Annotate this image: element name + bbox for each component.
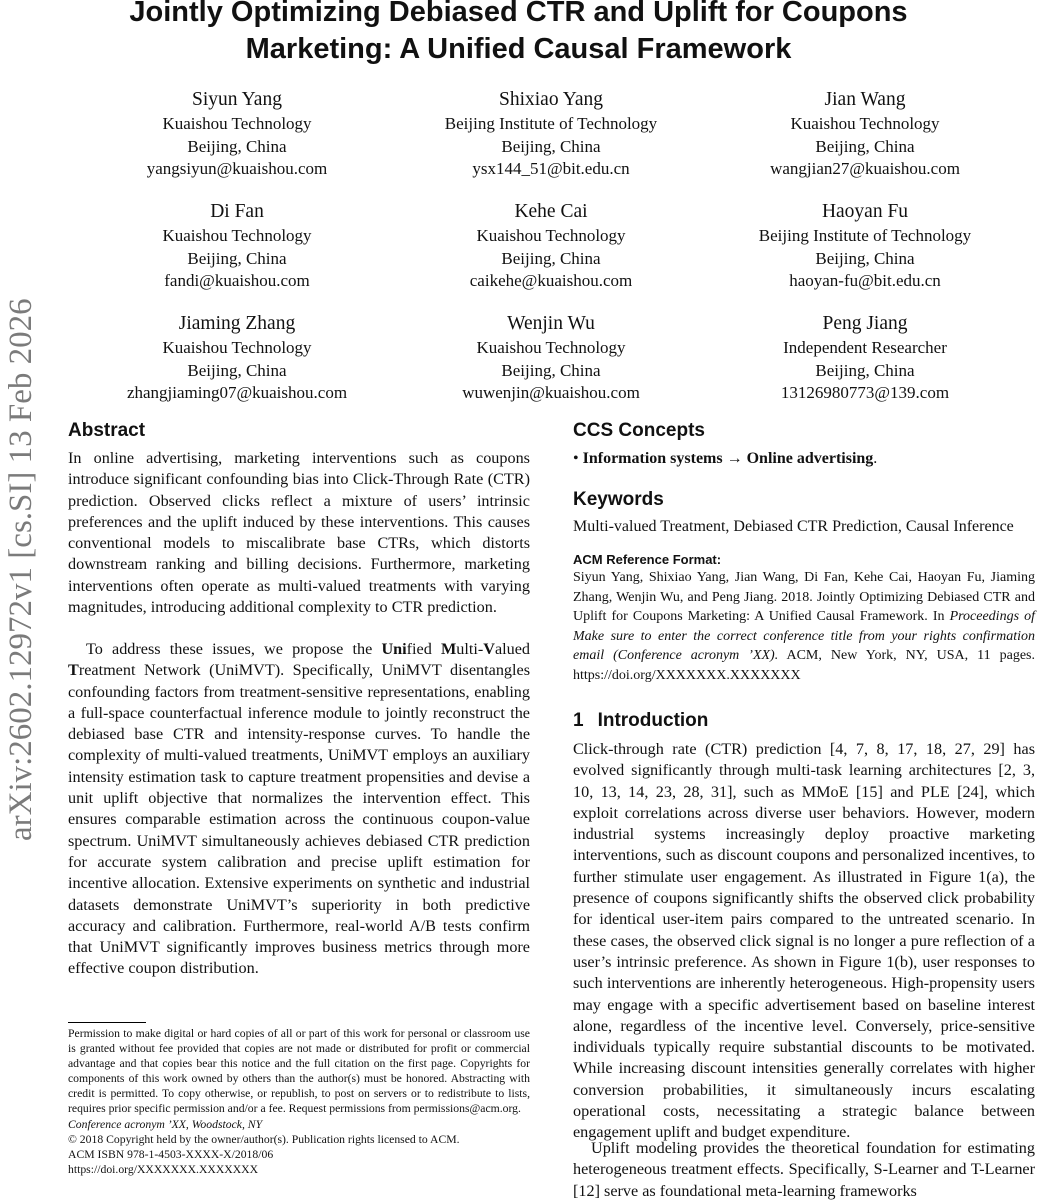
abstract-p2-rest: reatment Network (UniMVT). Specifically, UniMVT disentangles confounding factors from treatment-sensitive representations, enabling a full-space counterfactual inference module to jointly reconstruct the debiased base CTR and intensity-response curves. To handle the complexity of multi-valued treatments, UniMVT employs an auxiliary intensity estimation task to capture treatment propensities and devise a unit uplift objective that normalizes the intervention effect. This ensures comparable estimation across the continuous coupon-value spectrum. UniMVT simultaneously achieves debiased CTR prediction for accurate system calibration and precise uplift estimation for incentive allocation. Extensive experiments on synthetic and industrial datasets demonstrate UniMVT’s superiority in both predictive accuracy and calibration. Furthermore, real-world A/B tests confirm that UniMVT significantly improves business metrics through more effective coupon distribution. xyxy=(68,661,530,978)
author-affiliation: Kuaishou Technology xyxy=(162,226,312,245)
author-affiliation: Kuaishou Technology xyxy=(790,114,940,133)
author-location: Beijing, China xyxy=(501,136,601,156)
acronym-letter: T xyxy=(68,661,79,680)
acm-reference-proceedings: Proceedings of Make sure to enter the correct conference title from your rights confirmation email (Conference acronym ’XX). xyxy=(573,609,1035,663)
abstract-heading: Abstract xyxy=(68,420,146,441)
paper-title xyxy=(70,0,967,68)
author-location: Beijing, China xyxy=(187,136,287,156)
author-name: Jiaming Zhang xyxy=(178,313,296,334)
ccs-item-a: Information systems xyxy=(582,450,723,467)
abstract-p2-part: alued xyxy=(494,640,531,658)
author-email: haoyan-fu@bit.edu.cn xyxy=(789,271,941,290)
acm-reference-text xyxy=(573,568,1035,685)
ccs-item-b: Online advertising xyxy=(746,450,874,467)
author-email: fandi@kuaishou.com xyxy=(164,271,310,290)
author-name: Peng Jiang xyxy=(822,313,908,334)
ccs-line xyxy=(573,448,1035,469)
ccs-heading: CCS Concepts xyxy=(573,420,705,441)
acronym-letter: Uni xyxy=(381,640,407,658)
author-email: wuwenjin@kuaishou.com xyxy=(462,383,640,402)
author-block xyxy=(77,311,397,405)
author-block xyxy=(391,311,711,405)
author-block xyxy=(705,199,1025,293)
author-email: ysx144_51@bit.edu.cn xyxy=(472,159,630,178)
author-block xyxy=(705,87,1025,181)
title-line-1: Jointly Optimizing Debiased CTR and Uplift for Coupons xyxy=(129,0,908,28)
section-title: Introduction xyxy=(597,710,709,731)
acm-reference-heading: ACM Reference Format: xyxy=(573,552,722,567)
author-location: Beijing, China xyxy=(187,248,287,268)
author-name: Shixiao Yang xyxy=(498,89,604,110)
abstract-p2-part: ulti- xyxy=(456,640,484,658)
ccs-period: . xyxy=(873,450,878,467)
introduction-heading xyxy=(573,710,708,732)
author-block xyxy=(391,199,711,293)
author-location: Beijing, China xyxy=(815,360,915,380)
intro-paragraph-1: Click-through rate (CTR) prediction [4, 7, 8, 17, 18, 27, 29] has evolved significantly through multi-task learning architectures [2, 3, 10, 13, 14, 23, 28, 31], such as MMoE [15] and PLE [24], which exploit correlations across diverse user behaviors. However, modern industrial systems increasingly deploy proactive marketing interventions, such as discount coupons and personalized incentives, to further stimulate user engagement. As illustrated in Figure 1(a), the presence of coupons significantly shifts the observed click probability for identical user-item pairs compared to the untreated scenario. In these cases, the observed click signal is no longer a pure reflection of a user’s intrinsic preference. As shown in Figure 1(b), user responses to such interventions are inherently heterogeneous. High-propensity users may engage with a specific advertisement based on baseline interest alone, regardless of the incentive level. Conversely, price-sensitive individuals typically require substantial discounts to be motivated. While increasing discount intensities generally correlates with higher conversion probabilities, it simultaneously incurs escalating operational costs, necessitating a strategic balance between engagement uplift and budget expenditure. xyxy=(573,740,1035,1142)
author-affiliation: Kuaishou Technology xyxy=(162,338,312,357)
acronym-letter: V xyxy=(483,640,495,658)
copyright-line: © 2018 Copyright held by the owner/author(s). Publication rights licensed to ACM. xyxy=(68,1132,460,1146)
author-block xyxy=(77,87,397,181)
author-affiliation: Beijing Institute of Technology xyxy=(444,114,658,133)
isbn-line: ACM ISBN 978-1-4503-XXXX-X/2018/06 xyxy=(68,1147,274,1161)
title-line-2: Marketing: A Unified Causal Framework xyxy=(245,33,792,65)
acm-reference-part: ACM, New York, NY, USA, 11 pages. https://doi.org/XXXXXXX.XXXXXXX xyxy=(573,648,1035,683)
abstract-p2-start: To address these issues, we propose the xyxy=(86,640,382,658)
author-name: Siyun Yang xyxy=(192,89,282,110)
abstract-paragraph-2 xyxy=(68,639,530,980)
author-affiliation: Kuaishou Technology xyxy=(476,338,626,357)
conference-line: Conference acronym ’XX, Woodstock, NY xyxy=(68,1117,263,1131)
author-location: Beijing, China xyxy=(815,136,915,156)
author-name: Kehe Cai xyxy=(514,201,588,222)
acm-reference-part: Siyun Yang, Shixiao Yang, Jian Wang, Di Fan, Kehe Cai, Haoyan Fu, Jiaming Zhang, Wenjin Wu, and Peng Jiang. 2018. Jointly Optimizing Debiased CTR and Uplift for Coupons Marketing: A Unified Causal Framework. In xyxy=(573,570,1035,624)
author-name: Wenjin Wu xyxy=(507,313,595,334)
keywords-heading: Keywords xyxy=(573,489,664,510)
author-affiliation: Beijing Institute of Technology xyxy=(758,226,972,245)
intro-paragraph-2: Uplift modeling provides the theoretical foundation for estimating heterogeneous treatment effects. Specifically, S-Learner and T-Learner [12] serve as foundational meta-learning frameworks xyxy=(573,1139,1035,1200)
footnote xyxy=(68,1026,530,1177)
author-email: yangsiyun@kuaishou.com xyxy=(146,159,328,178)
section-number: 1 xyxy=(573,710,584,731)
author-affiliation: Kuaishou Technology xyxy=(476,226,626,245)
permission-notice: Permission to make digital or hard copies of all or part of this work for personal or classroom use is granted without fee provided that copies are not made or distributed for profit or commercial advantage and that copies bear this notice and the full citation on the first page. Copyrights for components of this work owned by others than the author(s) must be honored. Abstracting with credit is permitted. To copy otherwise, or republish, to post on servers or to redistribute to lists, requires prior specific permission and/or a fee. Request permissions from permissions@acm.org. xyxy=(68,1027,530,1116)
bullet-icon: • xyxy=(573,450,579,467)
author-name: Haoyan Fu xyxy=(821,201,909,222)
author-location: Beijing, China xyxy=(501,360,601,380)
author-block xyxy=(77,199,397,293)
author-location: Beijing, China xyxy=(815,248,915,268)
author-affiliation: Independent Researcher xyxy=(783,338,947,357)
author-name: Di Fan xyxy=(210,201,264,222)
acronym-letter: M xyxy=(440,640,457,658)
abstract-paragraph-1: In online advertising, marketing interventions such as coupons introduce significant confounding bias into Click-Through Rate (CTR) prediction. Observed clicks reflect a mixture of users’ intrinsic preferences and the uplift induced by these interventions. This causes conventional models to miscalibrate base CTRs, which distorts downstream ranking and billing decisions. Furthermore, marketing interventions often operate as multi-valued treatments with varying magnitudes, introducing additional complexity to CTR prediction. xyxy=(68,449,530,617)
author-email: caikehe@kuaishou.com xyxy=(469,271,633,290)
abstract-p2-part: fied xyxy=(406,640,441,658)
author-location: Beijing, China xyxy=(501,248,601,268)
author-block xyxy=(391,87,711,181)
keywords-text: Multi-valued Treatment, Debiased CTR Prediction, Causal Inference xyxy=(573,518,1014,535)
author-email: wangjian27@kuaishou.com xyxy=(770,159,960,178)
footnote-rule xyxy=(68,1022,146,1023)
author-location: Beijing, China xyxy=(187,360,287,380)
doi-line: https://doi.org/XXXXXXX.XXXXXXX xyxy=(68,1162,259,1176)
author-block xyxy=(705,311,1025,405)
author-email: zhangjiaming07@kuaishou.com xyxy=(126,383,348,402)
arxiv-stamp: arXiv:2602.12972v1 [cs.SI] 13 Feb 2026 xyxy=(3,298,39,841)
author-name: Jian Wang xyxy=(824,89,906,110)
author-affiliation: Kuaishou Technology xyxy=(162,114,312,133)
author-email: 13126980773@139.com xyxy=(780,383,950,402)
arrow-icon: → xyxy=(726,450,743,467)
